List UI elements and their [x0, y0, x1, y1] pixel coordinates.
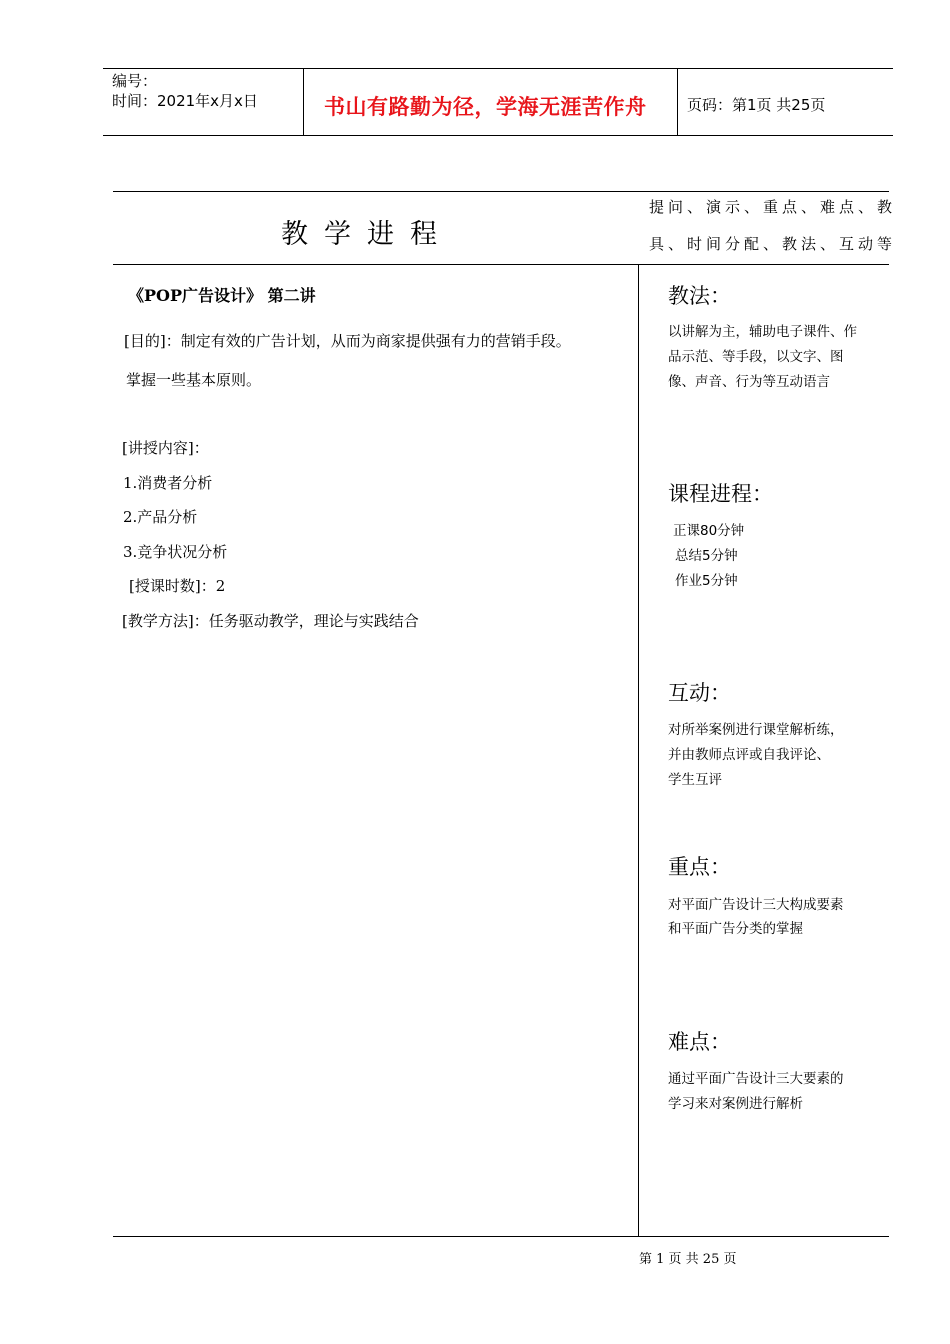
lesson-title: 《POP广告设计》 第二讲	[128, 286, 316, 305]
column-divider	[638, 264, 639, 1236]
difficulties-line: 学习来对案例进行解析	[668, 1096, 803, 1112]
course-progress-line: 作业5分钟	[675, 573, 738, 589]
interaction-line: 学生互评	[668, 772, 722, 788]
header-page-number: 页码：第1页 共25页	[687, 96, 826, 114]
course-progress-title: 课程进程：	[668, 482, 773, 506]
side-heading-line2: 具、时间分配、教法、互动等	[649, 235, 897, 253]
teaching-hours: [授课时数]：2	[129, 577, 226, 595]
teaching-method-main: [教学方法]：任务驱动教学，理论与实践结合	[122, 612, 419, 630]
lesson-purpose-continued: 掌握一些基本原则。	[126, 371, 262, 389]
side-heading-line1: 提问、演示、重点、难点、教	[649, 198, 897, 216]
content-item: 2.产品分析	[123, 508, 198, 526]
key-points-title: 重点：	[668, 855, 731, 879]
header-motto: 书山有路勤为径，学海无涯苦作舟	[324, 95, 647, 119]
course-progress-line: 总结5分钟	[675, 548, 738, 564]
section-bottom-border	[113, 264, 889, 265]
interaction-line: 并由教师点评或自我评论、	[668, 747, 830, 763]
difficulties-line: 通过平面广告设计三大要素的	[668, 1071, 844, 1087]
key-points-line: 和平面广告分类的掌握	[668, 921, 803, 937]
lesson-purpose: [目的]：制定有效的广告计划，从而为商家提供强有力的营销手段。	[124, 332, 571, 350]
interaction-line: 对所举案例进行课堂解析练，	[668, 722, 844, 738]
footer-page-number: 第 1 页 共 25 页	[639, 1252, 737, 1267]
footer-border	[113, 1236, 889, 1237]
course-progress-line: 正课80分钟	[673, 523, 745, 539]
key-points-line: 对平面广告设计三大构成要素	[668, 897, 844, 913]
content-item: 3.竞争状况分析	[123, 543, 228, 561]
section-top-border	[113, 191, 889, 192]
section-title: 教学进程	[281, 219, 453, 250]
teaching-method-line: 品示范、等手段，以文字、图	[668, 349, 844, 365]
header-top-border	[103, 68, 893, 69]
teaching-method-title: 教法：	[668, 284, 731, 308]
header-divider-left	[303, 68, 304, 136]
teaching-method-line: 以讲解为主，辅助电子课件、作	[668, 324, 857, 340]
content-label: [讲授内容]：	[122, 439, 209, 457]
interaction-title: 互动：	[668, 681, 731, 705]
difficulties-title: 难点：	[668, 1030, 731, 1054]
document-date: 时间：2021年x月x日	[112, 92, 258, 110]
header-bottom-border	[103, 135, 893, 136]
teaching-method-line: 像、声音、行为等互动语言	[668, 374, 830, 390]
header-divider-right	[677, 68, 678, 136]
content-item: 1.消费者分析	[123, 474, 213, 492]
document-number-label: 编号：	[112, 72, 158, 90]
